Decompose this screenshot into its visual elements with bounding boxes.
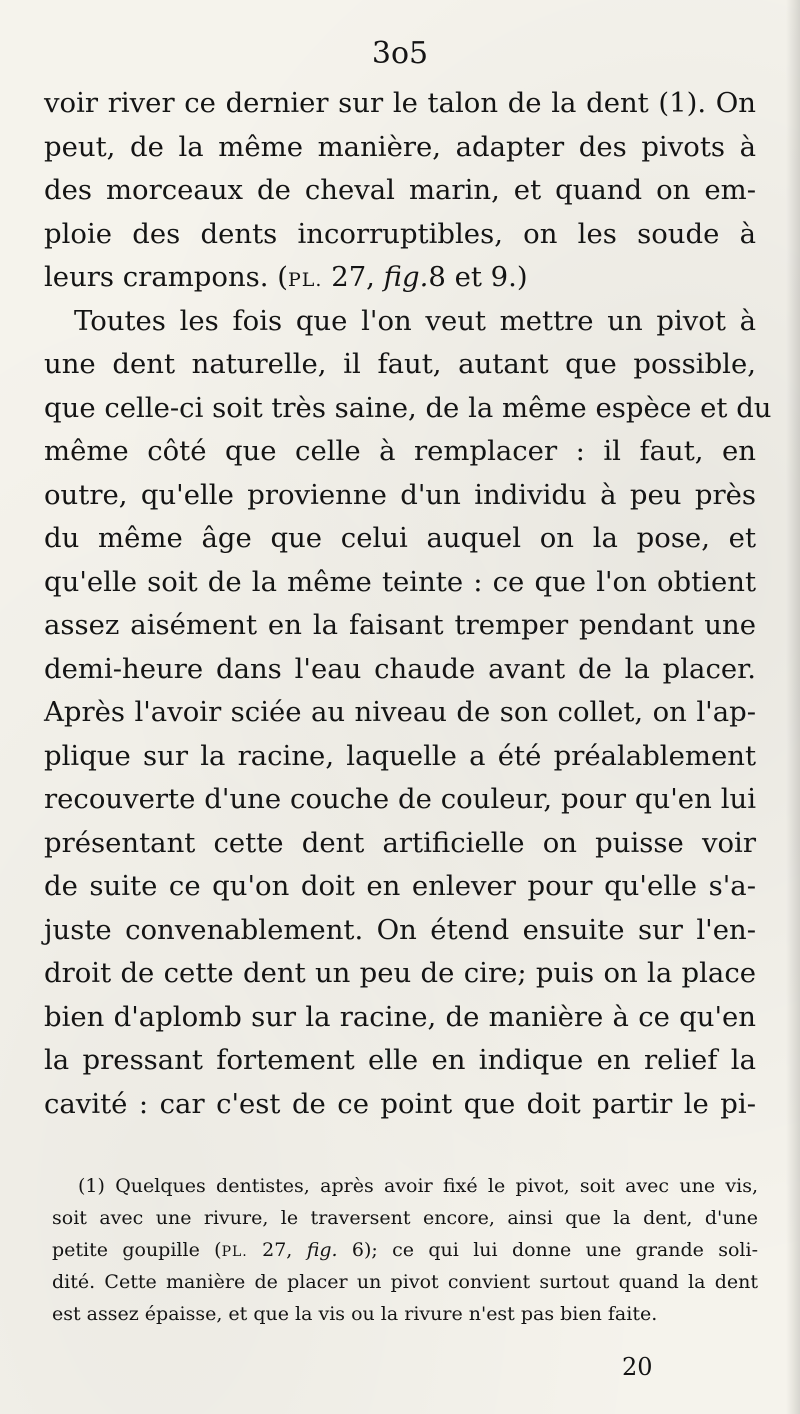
- text-line: recouverte d'une couche de couleur, pour qu'en lui: [44, 783, 756, 815]
- footnote-line: (1) Quelques dentistes, après avoir fixé le pivot, soit avec une vis,: [78, 1175, 758, 1197]
- footnote-line: est assez épaisse, et que la vis ou la rivure n'est pas bien faite.: [52, 1303, 658, 1325]
- text-line: qu'elle soit de la même teinte : ce que l'on obtient: [44, 565, 756, 598]
- text-line: plique sur la racine, laquelle a été préalablement: [44, 739, 756, 772]
- signature-mark: 20: [622, 1353, 653, 1381]
- plate-abbreviation: PL.: [288, 269, 323, 291]
- page-edge-shadow: [786, 0, 800, 1414]
- text-line: que celle-ci soit très saine, de la même espèce et du: [44, 391, 772, 424]
- text-line: demi-heure dans l'eau chaude avant de la placer.: [44, 652, 756, 685]
- figure-abbreviation: fig.: [306, 1239, 338, 1261]
- text-line: juste convenablement. On étend ensuite sur l'en-: [44, 913, 756, 946]
- text-line: des morceaux de cheval marin, et quand on em-: [44, 174, 756, 206]
- footnote-line: dité. Cette manière de placer un pivot convient surtout quand la dent: [52, 1271, 758, 1293]
- text-line: Après l'avoir sciée au niveau de son collet, on l'ap-: [44, 696, 756, 728]
- text-line: la pressant fortement elle en indique en relief la: [44, 1044, 756, 1076]
- text-line: assez aisément en la faisant tremper pendant une: [44, 609, 756, 641]
- text-line: une dent naturelle, il faut, autant que possible,: [44, 348, 756, 380]
- body-text: [44, 82, 772, 1126]
- text-line: outre, qu'elle provienne d'un individu à peu près: [44, 478, 756, 511]
- text-line: du même âge que celui auquel on la pose, et: [44, 522, 756, 554]
- text-line: même côté que celle à remplacer : il faut, en: [44, 435, 756, 467]
- text-line: de suite ce qu'on doit en enlever pour qu'elle s'a-: [44, 870, 756, 902]
- text-line: bien d'aplomb sur la racine, de manière à ce qu'en: [44, 1000, 756, 1033]
- text-line: droit de cette dent un peu de cire; puis on la place: [44, 957, 756, 989]
- text-line: leurs crampons. (PL. 27, fig.8 et 9.): [44, 261, 528, 293]
- text-line: peut, de la même manière, adapter des pivots à: [44, 130, 756, 163]
- text-line: présentant cette dent artificielle on puisse voir: [44, 826, 756, 859]
- text-line: ploie des dents incorruptibles, on les soude à: [44, 217, 756, 250]
- text-line: cavité : car c'est de ce point que doit partir le pi-: [44, 1087, 756, 1120]
- text-line: voir river ce dernier sur le talon de la dent (1). On: [44, 87, 756, 119]
- paragraph-start-line: Toutes les fois que l'on veut mettre un pivot à: [74, 304, 756, 337]
- figure-abbreviation: fig.: [383, 261, 429, 293]
- plate-abbreviation: PL.: [221, 1244, 248, 1260]
- page-number: 3o5: [371, 36, 429, 71]
- footnote-line: soit avec une rivure, le traversent encore, ainsi que la dent, d'une: [52, 1207, 758, 1229]
- footnote-line: petite goupille (PL. 27, fig. 6); ce qui lui donne une grande soli-: [52, 1239, 759, 1261]
- footnote: [52, 1170, 758, 1330]
